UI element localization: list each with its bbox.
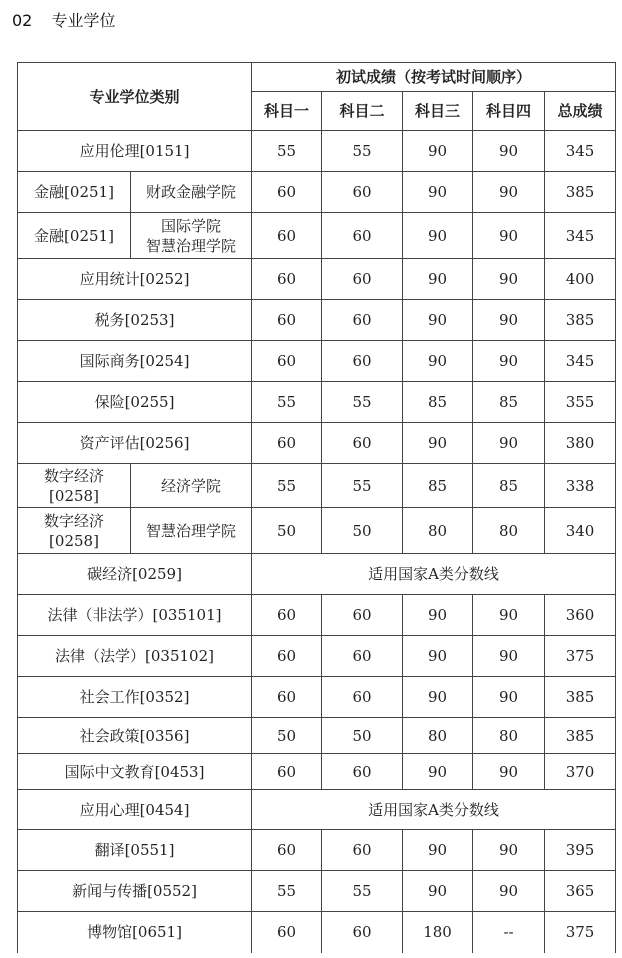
table-row [18, 423, 616, 464]
score-subject-3: 90 [403, 595, 473, 636]
score-subject-2: 55 [322, 382, 403, 423]
score-subject-1: 50 [252, 508, 322, 554]
degree-name: 博物馆[0651] [18, 912, 252, 953]
score-subject-4: 90 [473, 677, 545, 718]
degree-name: 国际商务[0254] [18, 341, 252, 382]
score-subject-4: 90 [473, 213, 545, 259]
table-row [18, 213, 616, 259]
degree-name: 社会工作[0352] [18, 677, 252, 718]
score-total: 338 [545, 464, 616, 508]
table-row [18, 382, 616, 423]
score-total: 375 [545, 636, 616, 677]
table-row [18, 464, 616, 508]
degree-name-line: 数字经济 [43, 466, 104, 485]
score-subject-4: 80 [473, 718, 545, 754]
score-total: 345 [545, 213, 616, 259]
header-subject-1: 科目一 [252, 92, 322, 131]
degree-name: 翻译[0551] [18, 830, 252, 871]
degree-name: 应用伦理[0151] [18, 131, 252, 172]
score-subject-3: 90 [403, 754, 473, 790]
score-subject-1: 60 [252, 754, 322, 790]
degree-name-line: [0258] [49, 531, 99, 550]
score-subject-4: 90 [473, 754, 545, 790]
score-subject-2: 60 [322, 636, 403, 677]
score-subject-2: 55 [322, 871, 403, 912]
score-subject-3: 90 [403, 341, 473, 382]
score-subject-4: 90 [473, 871, 545, 912]
score-subject-4: 90 [473, 595, 545, 636]
degree-name: 应用统计[0252] [18, 259, 252, 300]
score-table [17, 62, 616, 953]
score-total: 370 [545, 754, 616, 790]
table-row [18, 131, 616, 172]
score-note: 适用国家A类分数线 [252, 554, 616, 595]
score-subject-4: 90 [473, 300, 545, 341]
score-subject-3: 90 [403, 871, 473, 912]
score-total: 365 [545, 871, 616, 912]
score-subject-1: 60 [252, 300, 322, 341]
table-row [18, 718, 616, 754]
degree-name-line: 数字经济 [43, 511, 104, 530]
college-name [131, 213, 252, 259]
score-subject-2: 60 [322, 830, 403, 871]
degree-name: 金融[0251] [18, 172, 131, 213]
degree-name: 新闻与传播[0552] [18, 871, 252, 912]
degree-name [18, 508, 131, 554]
section-number: 02 [12, 11, 33, 30]
header-category: 专业学位类别 [18, 63, 252, 131]
college-name-line: 智慧治理学院 [146, 521, 237, 540]
score-subject-1: 60 [252, 595, 322, 636]
table-row [18, 830, 616, 871]
score-subject-4: 90 [473, 259, 545, 300]
table-row [18, 554, 616, 595]
score-subject-3: 80 [403, 718, 473, 754]
degree-name: 法律（非法学）[035101] [18, 595, 252, 636]
score-total: 360 [545, 595, 616, 636]
table-row [18, 871, 616, 912]
score-subject-1: 60 [252, 912, 322, 953]
score-subject-4: 90 [473, 172, 545, 213]
score-subject-3: 90 [403, 259, 473, 300]
score-subject-1: 60 [252, 341, 322, 382]
table-row [18, 508, 616, 554]
score-subject-2: 60 [322, 213, 403, 259]
score-total: 345 [545, 131, 616, 172]
score-subject-4: 90 [473, 636, 545, 677]
score-subject-4: 85 [473, 464, 545, 508]
degree-name-line: [0258] [49, 486, 99, 505]
header-subject-2: 科目二 [322, 92, 403, 131]
score-total: 385 [545, 677, 616, 718]
college-name-line: 智慧治理学院 [146, 236, 237, 255]
score-subject-1: 60 [252, 172, 322, 213]
table-row [18, 636, 616, 677]
score-subject-1: 60 [252, 213, 322, 259]
college-name-line: 经济学院 [161, 476, 222, 495]
score-subject-1: 55 [252, 382, 322, 423]
score-subject-3: 80 [403, 508, 473, 554]
score-subject-2: 60 [322, 341, 403, 382]
score-subject-3: 85 [403, 464, 473, 508]
score-subject-1: 60 [252, 677, 322, 718]
score-subject-4: -- [473, 912, 545, 953]
degree-name: 资产评估[0256] [18, 423, 252, 464]
score-subject-1: 50 [252, 718, 322, 754]
degree-name: 保险[0255] [18, 382, 252, 423]
score-subject-1: 60 [252, 636, 322, 677]
score-note: 适用国家A类分数线 [252, 790, 616, 830]
degree-name [18, 464, 131, 508]
score-subject-4: 90 [473, 131, 545, 172]
score-subject-2: 60 [322, 259, 403, 300]
score-subject-3: 90 [403, 172, 473, 213]
score-subject-2: 60 [322, 300, 403, 341]
score-subject-2: 60 [322, 912, 403, 953]
score-subject-2: 55 [322, 464, 403, 508]
score-subject-3: 90 [403, 300, 473, 341]
score-total: 380 [545, 423, 616, 464]
score-total: 375 [545, 912, 616, 953]
score-subject-2: 60 [322, 595, 403, 636]
college-name [131, 172, 252, 213]
table-row [18, 790, 616, 830]
table-row [18, 259, 616, 300]
score-subject-1: 60 [252, 423, 322, 464]
college-name [131, 508, 252, 554]
table-row [18, 677, 616, 718]
table-row [18, 754, 616, 790]
score-total: 385 [545, 718, 616, 754]
score-subject-1: 55 [252, 871, 322, 912]
score-subject-4: 90 [473, 423, 545, 464]
score-subject-2: 60 [322, 677, 403, 718]
score-subject-3: 90 [403, 636, 473, 677]
score-total: 385 [545, 300, 616, 341]
section-title: 专业学位 [51, 11, 116, 30]
score-subject-3: 90 [403, 830, 473, 871]
table-row [18, 912, 616, 953]
score-subject-3: 90 [403, 423, 473, 464]
score-subject-3: 85 [403, 382, 473, 423]
score-total: 395 [545, 830, 616, 871]
score-subject-1: 55 [252, 131, 322, 172]
table-row [18, 172, 616, 213]
score-subject-2: 60 [322, 172, 403, 213]
degree-name: 应用心理[0454] [18, 790, 252, 830]
score-subject-3: 90 [403, 213, 473, 259]
score-subject-2: 60 [322, 754, 403, 790]
score-subject-4: 90 [473, 341, 545, 382]
table-row [18, 341, 616, 382]
header-group: 初试成绩（按考试时间顺序） [252, 63, 616, 92]
score-subject-3: 180 [403, 912, 473, 953]
table-body [18, 131, 616, 953]
score-total: 385 [545, 172, 616, 213]
degree-name: 金融[0251] [18, 213, 131, 259]
degree-name: 法律（法学）[035102] [18, 636, 252, 677]
college-name [131, 464, 252, 508]
score-total: 355 [545, 382, 616, 423]
degree-name: 国际中文教育[0453] [18, 754, 252, 790]
score-subject-2: 55 [322, 131, 403, 172]
header-total: 总成绩 [545, 92, 616, 131]
score-subject-4: 80 [473, 508, 545, 554]
header-subject-3: 科目三 [403, 92, 473, 131]
score-subject-1: 55 [252, 464, 322, 508]
degree-name: 碳经济[0259] [18, 554, 252, 595]
score-subject-2: 50 [322, 508, 403, 554]
score-subject-4: 85 [473, 382, 545, 423]
degree-name: 税务[0253] [18, 300, 252, 341]
table-row [18, 595, 616, 636]
score-subject-4: 90 [473, 830, 545, 871]
college-name-line: 财政金融学院 [146, 183, 237, 201]
header-subject-4: 科目四 [473, 92, 545, 131]
college-name-line: 国际学院 [161, 216, 222, 235]
score-subject-1: 60 [252, 259, 322, 300]
score-total: 400 [545, 259, 616, 300]
score-subject-1: 60 [252, 830, 322, 871]
score-total: 345 [545, 341, 616, 382]
score-subject-2: 50 [322, 718, 403, 754]
section-heading [12, 8, 115, 31]
score-total: 340 [545, 508, 616, 554]
table-row [18, 300, 616, 341]
degree-name: 社会政策[0356] [18, 718, 252, 754]
score-subject-3: 90 [403, 131, 473, 172]
score-subject-3: 90 [403, 677, 473, 718]
score-subject-2: 60 [322, 423, 403, 464]
